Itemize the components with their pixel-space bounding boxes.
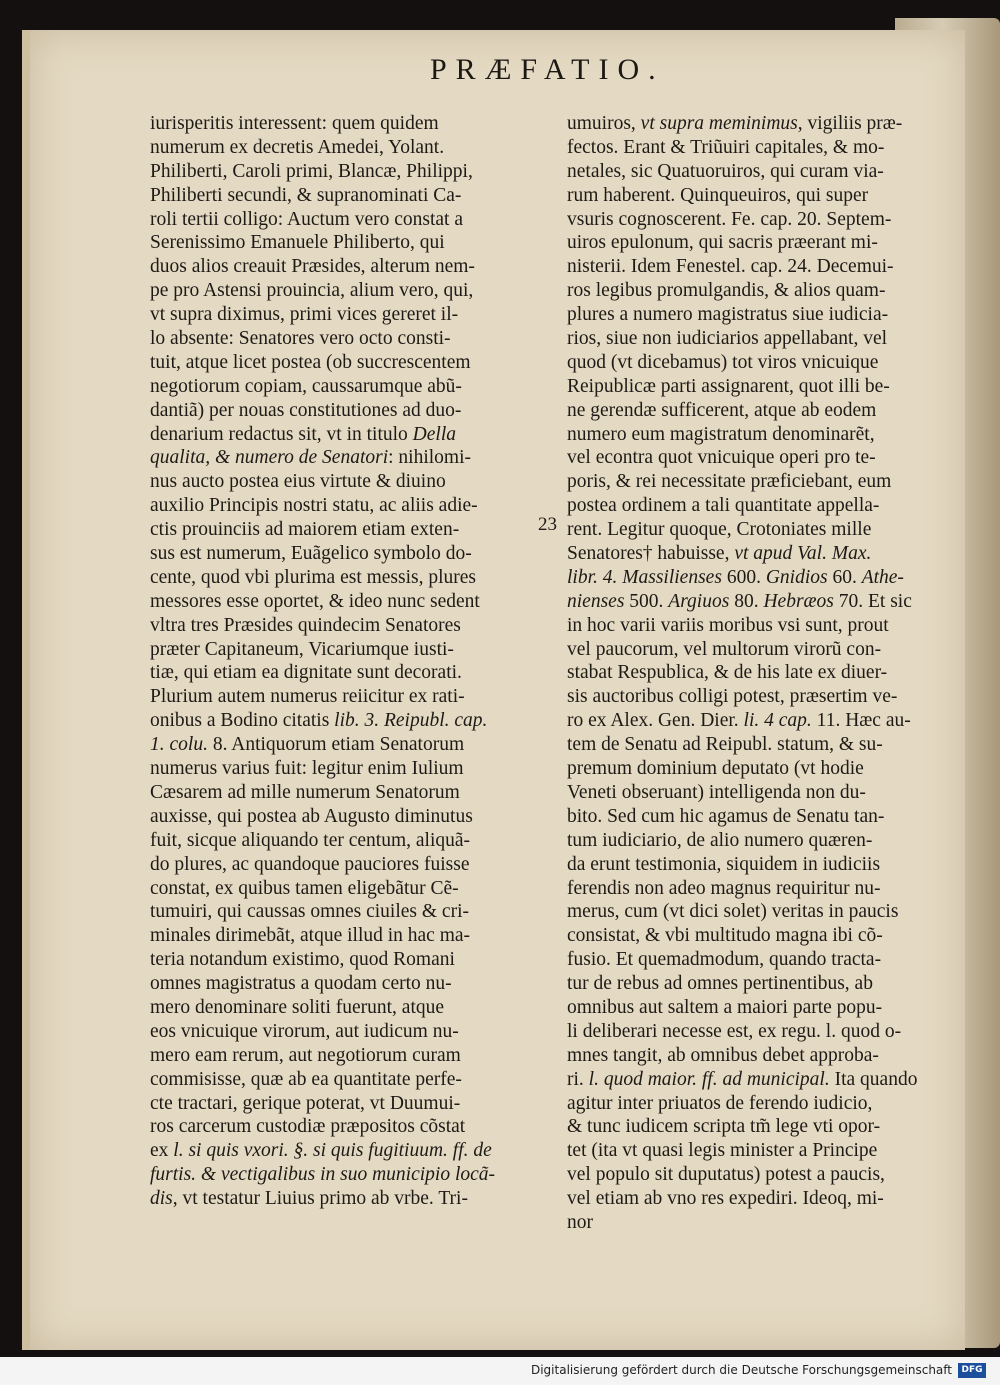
left-column-line — [150, 661, 535, 685]
text-run: , vigiliis præ- — [797, 113, 903, 134]
text-run: quod (vt dicebamus) tot viros vnicuique — [567, 351, 879, 373]
text-run: omnibus aut saltem a maiori parte popu- — [567, 996, 883, 1018]
italic-citation: dis — [150, 1188, 173, 1210]
right-column-line — [567, 399, 932, 423]
text-run: : nihilomi- — [388, 447, 472, 469]
italic-citation: 1. colu. — [150, 734, 208, 756]
right-column-line — [567, 279, 932, 303]
left-column-line — [150, 470, 535, 494]
left-column-line — [150, 1068, 535, 1092]
text-run: teria notandum existimo, quod Romani — [150, 949, 455, 971]
right-column-line — [567, 375, 932, 399]
left-column-line — [150, 542, 535, 566]
right-column-line — [567, 208, 932, 232]
right-column-line — [567, 805, 932, 829]
text-run: numero eum magistratum denominarẽt, — [567, 423, 875, 445]
text-run: fusio. Et quemadmodum, quando tracta- — [567, 949, 882, 971]
text-run: negotiorum copiam, caussarumque abũ- — [150, 375, 462, 397]
left-column-line — [150, 423, 535, 447]
text-run: plures a numero magistratus siue iudicia- — [567, 304, 889, 326]
left-column-line — [150, 1163, 535, 1187]
text-run: umuiros, — [567, 113, 641, 134]
text-run: Veneti obseruant) intelligenda non du- — [567, 781, 866, 803]
text-run: iurisperitis interessent: quem quidem — [150, 113, 439, 134]
left-column-line — [150, 685, 535, 709]
text-run: auxilio Principis nostri statu, ac aliis adie- — [150, 495, 478, 517]
italic-citation: l. quod maior. ff. ad municipal. — [588, 1068, 830, 1090]
text-run: mero denominare soliti fuerunt, atque — [150, 996, 445, 1018]
right-column-line — [567, 1211, 932, 1235]
right-column-line — [567, 1139, 932, 1163]
text-run: rum haberent. Quinqueuiros, qui super — [567, 184, 869, 206]
right-column-line — [567, 1163, 932, 1187]
left-column-line — [150, 518, 535, 542]
text-run: Reipublicæ parti assignarent, quot illi be- — [567, 375, 890, 397]
left-column-line — [150, 351, 535, 375]
right-column-line — [567, 566, 932, 590]
right-column-line — [567, 972, 932, 996]
text-run: Cæsarem ad mille numerum Senatorum — [150, 781, 460, 803]
right-column-line — [567, 853, 932, 877]
right-column-line — [567, 470, 932, 494]
italic-citation: l. si quis vxori. §. si quis fugitiuum. ff. de — [173, 1140, 492, 1162]
text-run: rios, siue non iudiciarios appellabant, vel — [567, 328, 888, 350]
right-column-line — [567, 924, 932, 948]
left-column-line — [150, 446, 535, 470]
right-column-line — [567, 757, 932, 781]
text-run: tur de rebus ad omnes pertinentibus, ab — [567, 973, 873, 995]
text-run: tiæ, qui etiam ea dignitate sunt decorati. — [150, 662, 462, 684]
text-run: nor — [567, 1211, 593, 1233]
left-column-line — [150, 399, 535, 423]
text-run: sis auctoribus colligi potest, præsertim ve- — [567, 686, 898, 708]
left-column-line — [150, 1187, 535, 1211]
text-run: , vt testatur Liuius primo ab vrbe. Tri- — [172, 1188, 468, 1210]
italic-citation: Gnidios — [765, 566, 828, 588]
left-column-line — [150, 638, 535, 662]
text-run: 60. — [827, 566, 862, 588]
text-run: onibus a Bodino citatis — [150, 710, 335, 732]
text-run: vel paucorum, vel multorum virorũ con- — [567, 638, 882, 660]
text-run: merus, cum (vt dici solet) veritas in paucis — [567, 901, 899, 923]
text-run: 8. Antiquorum etiam Senatorum — [207, 734, 465, 756]
text-run: nisterii. Idem Fenestel. cap. 24. Decemui- — [567, 256, 894, 278]
text-run: do plures, ac quandoque pauciores fuisse — [150, 853, 470, 875]
text-run: denarium redactus sit, vt in titulo — [150, 423, 413, 445]
text-run: rent. Legitur quoque, Crotoniates mille — [567, 519, 872, 541]
left-column-line — [150, 303, 535, 327]
left-column-line — [150, 805, 535, 829]
left-column-line — [150, 709, 535, 733]
text-run: netales, sic Quatuoruiros, qui curam via- — [567, 160, 884, 182]
text-run: numerus varius fuit: legitur enim Iulium — [150, 758, 464, 780]
text-run: bito. Sed cum hic agamus de Senatu tan- — [567, 805, 885, 827]
left-text-column — [150, 112, 535, 1211]
text-run: sus est numerum, Euãgelico symbolo do- — [150, 543, 472, 565]
text-run: postea ordinem a tali quantitate appella- — [567, 495, 880, 517]
left-column-line — [150, 279, 535, 303]
left-column-line — [150, 1115, 535, 1139]
right-column-line — [567, 733, 932, 757]
right-column-line — [567, 1068, 932, 1092]
italic-citation: li. 4 cap. — [743, 710, 812, 732]
right-column-line — [567, 327, 932, 351]
right-column-line — [567, 661, 932, 685]
left-column-line — [150, 1044, 535, 1068]
left-column-line — [150, 972, 535, 996]
left-column-line — [150, 900, 535, 924]
running-head: PRÆFATIO. — [430, 53, 665, 86]
left-column-line — [150, 781, 535, 805]
right-column-line — [567, 112, 932, 136]
text-run: mnes tangit, ab omnibus debet approba- — [567, 1044, 879, 1066]
italic-citation: furtis. & vectigalibus in suo municipio locã- — [150, 1164, 496, 1186]
left-column-line — [150, 255, 535, 279]
text-run: vltra tres Præsides quindecim Senatores — [150, 614, 461, 636]
text-run: fectos. Erant & Triũuiri capitales, & mo- — [567, 136, 885, 158]
right-column-line — [567, 255, 932, 279]
text-run: ctis prouinciis ad maiorem etiam exten- — [150, 519, 460, 541]
right-column-line — [567, 900, 932, 924]
left-column-line — [150, 877, 535, 901]
left-column-line — [150, 757, 535, 781]
left-column-line — [150, 184, 535, 208]
text-run: ferendis non adeo magnus requiritur nu- — [567, 877, 881, 899]
right-column-line — [567, 446, 932, 470]
text-run: 70. Et sic — [833, 590, 912, 612]
left-column-line — [150, 924, 535, 948]
margin-note-number: 23 — [538, 514, 557, 535]
text-run: uiros epulonum, qui sacris præerant mi- — [567, 232, 878, 254]
left-column-line — [150, 327, 535, 351]
right-column-line — [567, 160, 932, 184]
text-run: messores esse oportet, & ideo nunc sedent — [150, 590, 480, 612]
text-run: 11. Hæc au- — [811, 710, 911, 732]
left-column-line — [150, 1139, 535, 1163]
right-column-line — [567, 781, 932, 805]
dfg-logo-icon: DFG — [958, 1363, 986, 1378]
left-column-line — [150, 590, 535, 614]
text-run: lo absente: Senatores vero octo consti- — [150, 328, 451, 350]
right-column-line — [567, 877, 932, 901]
left-column-line — [150, 566, 535, 590]
text-run: premum dominium deputato (vt hodie — [567, 758, 864, 780]
left-column-line — [150, 208, 535, 232]
text-run: vt supra diximus, primi vices gereret il- — [150, 304, 459, 326]
left-column-line — [150, 375, 535, 399]
text-run: mero eam rerum, aut negotiorum curam — [150, 1044, 461, 1066]
text-run: nus aucto postea eius virtute & diuino — [150, 471, 446, 493]
right-column-line — [567, 996, 932, 1020]
right-column-line — [567, 614, 932, 638]
left-column-line — [150, 160, 535, 184]
right-column-line — [567, 1092, 932, 1116]
text-run: Plurium autem numerus reiicitur ex rati- — [150, 686, 465, 708]
text-run: numerum ex decretis Amedei, Yolant. — [150, 136, 445, 158]
text-run: Serenissimo Emanuele Philiberto, qui — [150, 232, 445, 254]
italic-citation: libr. 4. Massilienses — [567, 566, 722, 588]
text-run: in hoc varii variis moribus vsi sunt, prout — [567, 614, 889, 636]
text-run: minales dirimebãt, atque illud in hac ma- — [150, 925, 471, 947]
right-column-line — [567, 542, 932, 566]
right-column-line — [567, 948, 932, 972]
text-run: ro ex Alex. Gen. Dier. — [567, 710, 744, 732]
italic-citation: Della — [412, 423, 456, 445]
italic-citation: Argiuos — [668, 590, 730, 612]
right-column-line — [567, 423, 932, 447]
text-run: consistat, & vbi multitudo magna ibi cõ- — [567, 925, 883, 947]
left-column-line — [150, 231, 535, 255]
right-column-line — [567, 351, 932, 375]
text-run: stabat Respublica, & de his late ex diuer- — [567, 662, 888, 684]
right-text-column — [567, 112, 932, 1235]
right-column-line — [567, 231, 932, 255]
right-column-line — [567, 590, 932, 614]
right-column-line — [567, 1020, 932, 1044]
text-run: vel populo sit duputatus) potest a paucis, — [567, 1164, 885, 1186]
text-run: tuit, atque licet postea (ob succrescentem — [150, 351, 471, 373]
text-run: poris, & rei necessitate præficiebant, eum — [567, 471, 892, 493]
text-run: da erunt testimonia, siquidem in iudiciis — [567, 853, 881, 875]
text-run: cte tractari, gerique poterat, vt Duumui- — [150, 1092, 461, 1114]
text-run: 600. — [721, 566, 766, 588]
text-run: fuit, sicque aliquando ter centum, aliquã- — [150, 829, 471, 851]
left-column-line — [150, 112, 535, 136]
italic-citation: nienses — [567, 590, 625, 612]
left-column-line — [150, 614, 535, 638]
text-run: & tunc iudicem scripta tm̃ lege vti opor- — [567, 1116, 881, 1138]
left-column-line — [150, 948, 535, 972]
text-run: ri. — [567, 1068, 589, 1090]
right-column-line — [567, 184, 932, 208]
left-column-line — [150, 136, 535, 160]
left-column-line — [150, 494, 535, 518]
text-run: duos alios creauit Præsides, alterum nem- — [150, 256, 475, 278]
right-column-line — [567, 709, 932, 733]
text-run: dantiã) per nouas constitutiones ad duo- — [150, 399, 462, 421]
left-column-line — [150, 996, 535, 1020]
right-column-line — [567, 1115, 932, 1139]
text-run: eos vnicuique virorum, aut iudicum nu- — [150, 1020, 459, 1042]
text-run: tet (ita vt quasi legis minister a Principe — [567, 1140, 878, 1162]
text-run: constat, ex quibus tamen eligebãtur Cẽ- — [150, 877, 459, 899]
italic-citation: vt apud Val. Max. — [734, 543, 872, 565]
text-run: omnes magistratus a quodam certo nu- — [150, 973, 452, 995]
italic-citation: Hebræos — [763, 590, 834, 612]
text-run: tumuiri, qui caussas omnes ciuiles & cri- — [150, 901, 469, 923]
text-run: ros carcerum custodiæ præpositos cõstat — [150, 1116, 466, 1138]
text-run: tum iudiciario, de alio numero quæren- — [567, 829, 873, 851]
text-run: 80. — [729, 590, 764, 612]
text-run: vel etiam ab vno res expediri. Ideoq, mi- — [567, 1188, 884, 1210]
right-column-line — [567, 303, 932, 327]
right-column-line — [567, 685, 932, 709]
right-column-line — [567, 1187, 932, 1211]
text-run: 500. — [624, 590, 669, 612]
right-column-line — [567, 494, 932, 518]
text-run: ros legibus promulgandis, & alios quam- — [567, 280, 886, 302]
text-run: auxisse, qui postea ab Augusto diminutus — [150, 805, 473, 827]
text-run: ne gerendæ sufficerent, atque ab eodem — [567, 399, 877, 421]
text-run: Philiberti, Caroli primi, Blancæ, Philippi, — [150, 160, 473, 182]
right-column-line — [567, 1044, 932, 1068]
text-run: pe pro Astensi prouincia, alium vero, qui, — [150, 280, 474, 302]
right-column-line — [567, 638, 932, 662]
text-run: cente, quod vbi plurima est messis, plures — [150, 566, 477, 588]
text-run: Ita quando — [829, 1068, 918, 1090]
text-run: ex — [150, 1140, 174, 1162]
right-column-line — [567, 518, 932, 542]
left-column-line — [150, 1020, 535, 1044]
footer-bar — [0, 1357, 1000, 1385]
text-run: Philiberti secundi, & supranominati Ca- — [150, 184, 462, 206]
text-run: tem de Senatu ad Reipubl. statum, & su- — [567, 734, 883, 756]
text-run: commisisse, quæ ab ea quantitate perfe- — [150, 1068, 462, 1090]
text-run: roli tertii colligo: Auctum vero constat a — [150, 208, 464, 230]
italic-citation: qualita, & numero de Senatori — [150, 447, 389, 469]
italic-citation: vt supra meminimus — [640, 113, 798, 134]
left-column-line — [150, 733, 535, 757]
text-run: li deliberari necesse est, ex regu. l. quod o- — [567, 1020, 902, 1042]
funding-credit: Digitalisierung gefördert durch die Deutsche Forschungsgemeinschaft — [530, 1363, 952, 1377]
text-run: agitur inter priuatos de ferendo iudicio, — [567, 1092, 873, 1114]
left-column-line — [150, 853, 535, 877]
text-run: vel econtra quot vnicuique operi pro te- — [567, 447, 876, 469]
italic-citation: lib. 3. Reipubl. cap. — [334, 710, 488, 732]
right-column-line — [567, 829, 932, 853]
text-run: vsuris cognoscerent. Fe. cap. 20. Septem- — [567, 208, 892, 230]
left-column-line — [150, 1092, 535, 1116]
left-column-line — [150, 829, 535, 853]
text-run: Senatores† habuisse, — [567, 543, 735, 565]
right-column-line — [567, 136, 932, 160]
italic-citation: Athe- — [861, 566, 904, 588]
text-run: præter Capitaneum, Vicariumque iusti- — [150, 638, 454, 660]
